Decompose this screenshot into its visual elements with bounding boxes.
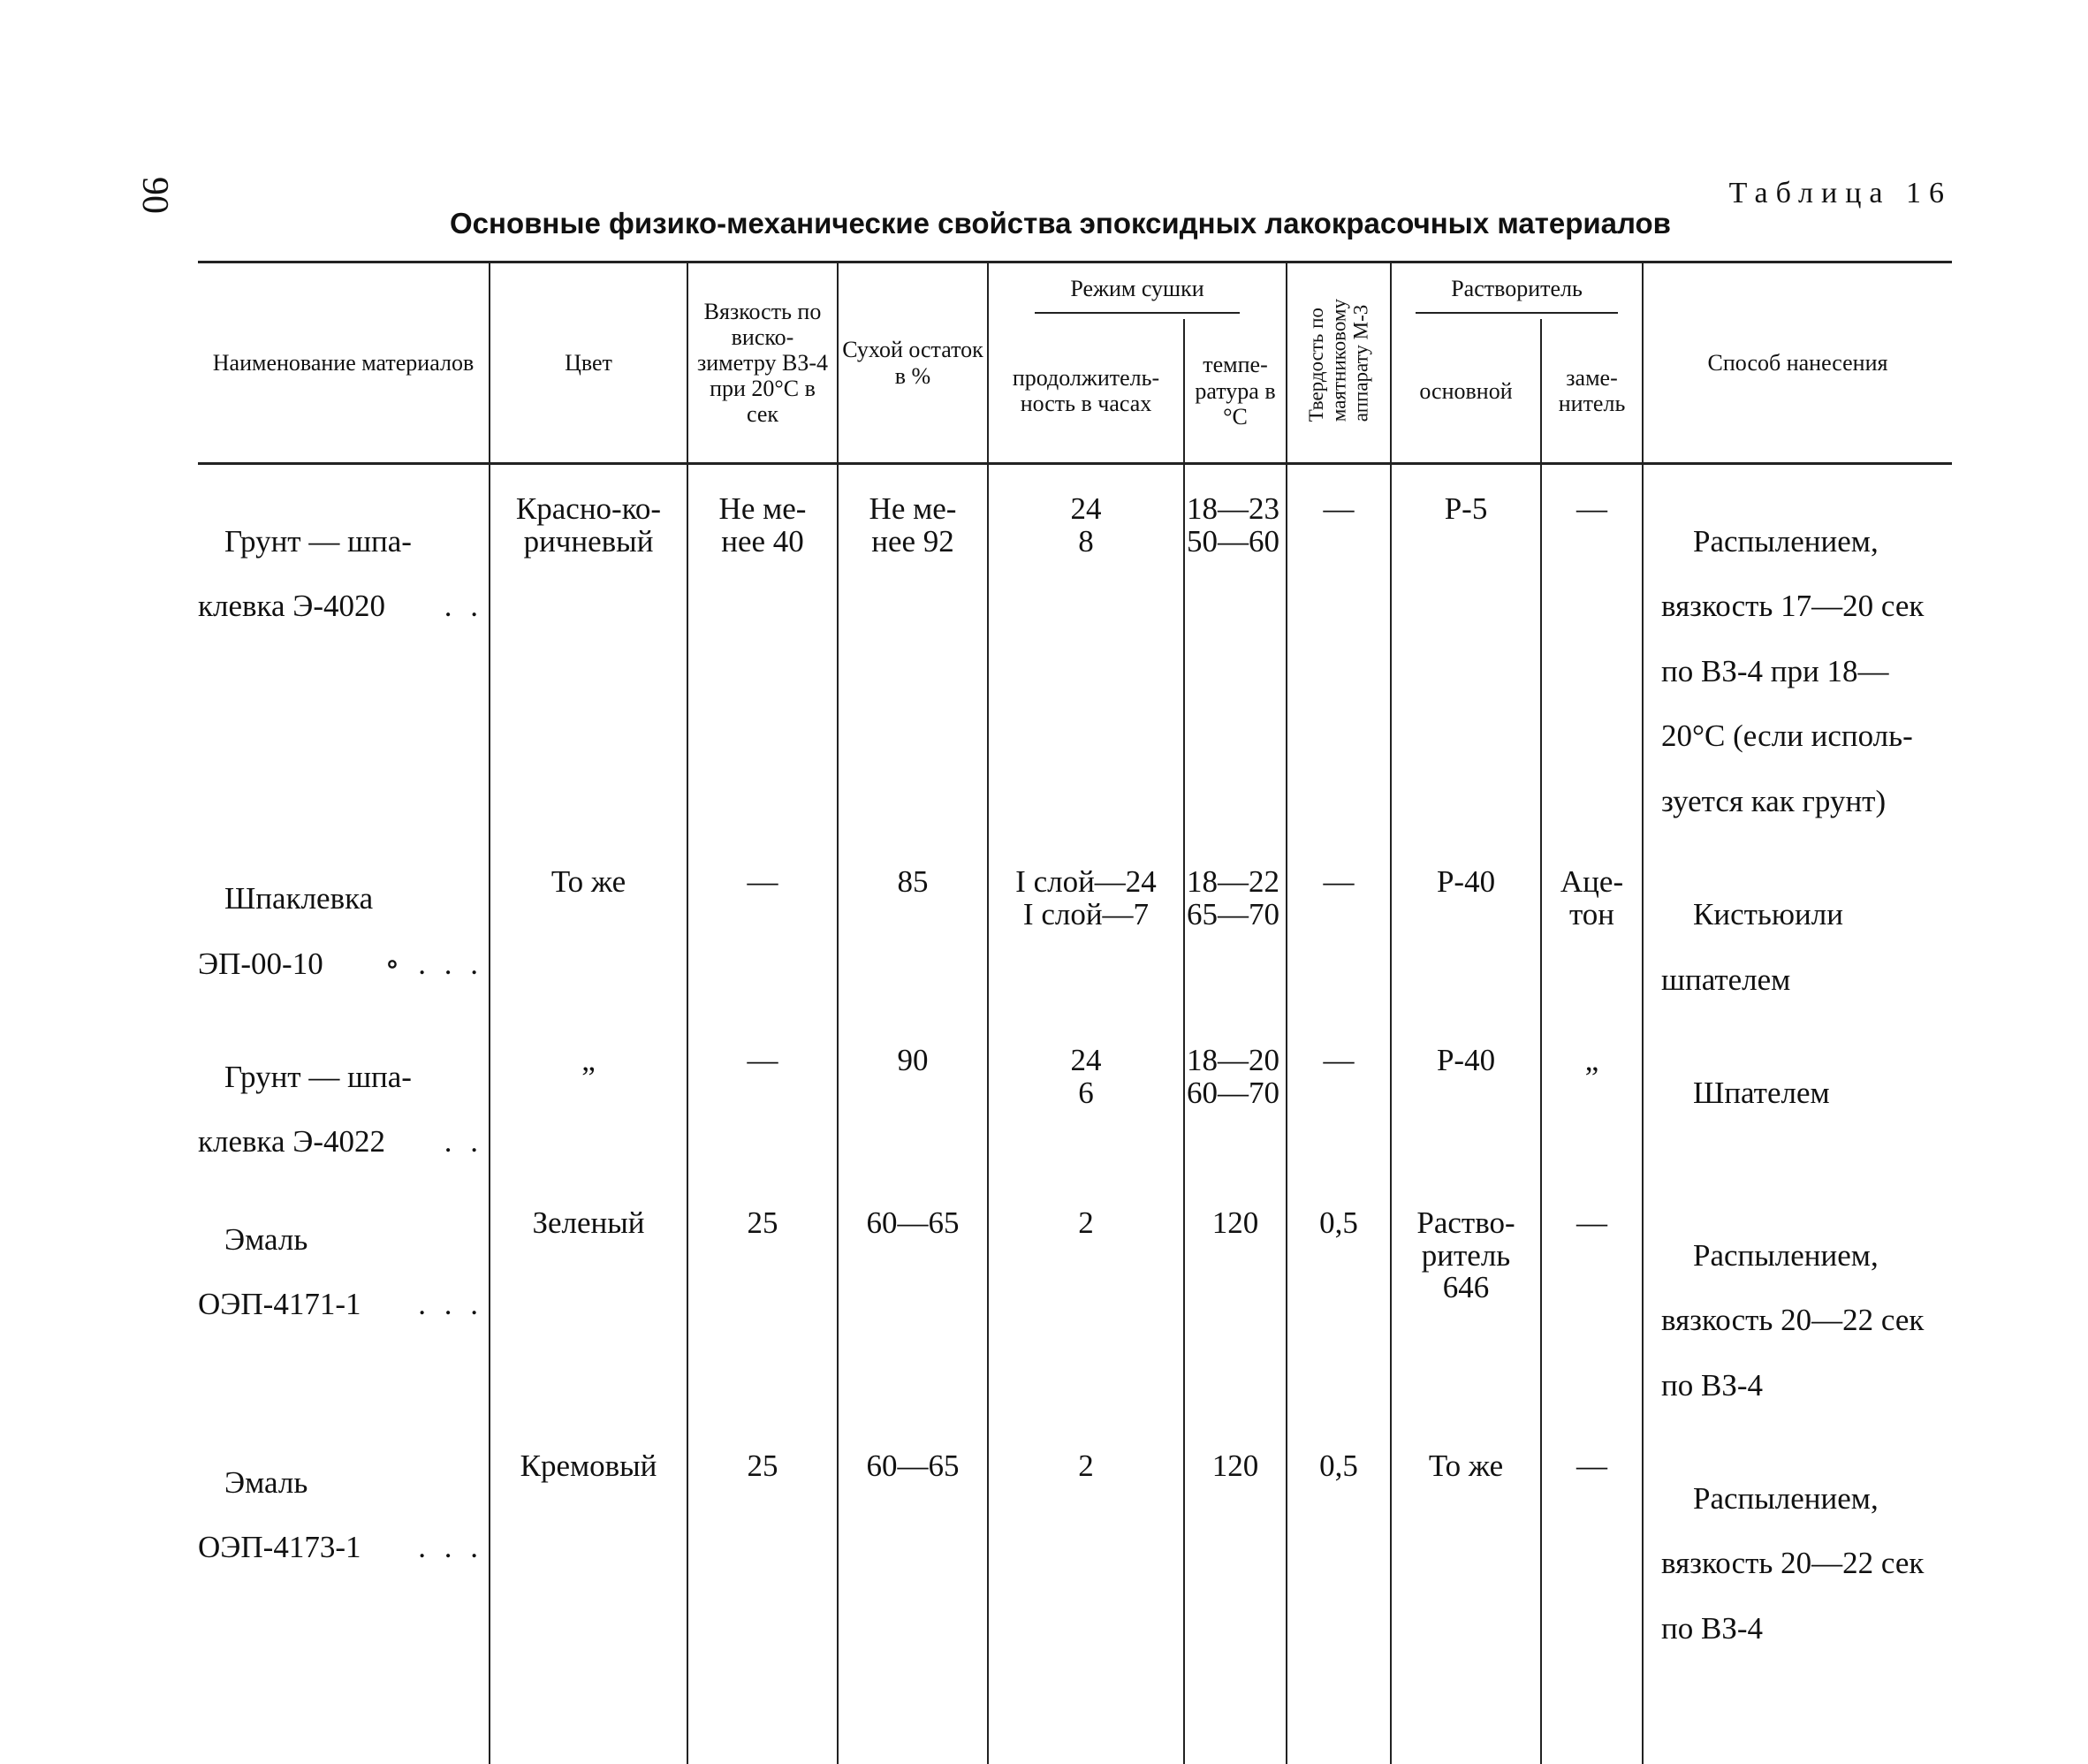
cell-name bbox=[198, 1434, 490, 1677]
method-line2: шпателем bbox=[1661, 962, 1791, 997]
header-solvent-label: Растворитель bbox=[1416, 276, 1618, 314]
cell-color: „ bbox=[490, 1029, 687, 1191]
table-row bbox=[198, 1029, 1952, 1191]
spacer-row bbox=[198, 464, 1952, 478]
method-line1 bbox=[1661, 899, 1947, 931]
name-line1: Грунт — шпа- bbox=[224, 523, 412, 559]
page-number: 90 bbox=[134, 177, 175, 214]
cell-temperature: 120 bbox=[1184, 1434, 1287, 1677]
method-line2: вязкость 20—22 сек bbox=[1661, 1546, 1925, 1581]
header-solvent bbox=[1391, 262, 1643, 320]
cell-temperature: 120 bbox=[1184, 1191, 1287, 1434]
cell-solvent-main: Р-5 bbox=[1391, 477, 1541, 850]
cell-name bbox=[198, 1029, 490, 1191]
name-line1: Шпаклевка bbox=[224, 881, 374, 916]
cell-viscosity: 25 bbox=[687, 1191, 838, 1434]
cell-temperature: 18—20 60—70 bbox=[1184, 1029, 1287, 1191]
name-dots: . . bbox=[444, 589, 483, 624]
cell-solvent-substitute: — bbox=[1541, 1434, 1643, 1677]
properties-table-container bbox=[198, 261, 1952, 1764]
method-line5: зуется как грунт) bbox=[1661, 783, 1887, 818]
cell-color: Красно-ко- ричневый bbox=[490, 477, 687, 850]
properties-table bbox=[198, 261, 1952, 1764]
cell-dry-residue: 60—65 bbox=[838, 1191, 988, 1434]
cell-dry-residue: 90 bbox=[838, 1029, 988, 1191]
name-line2: клевка Э-4020 bbox=[198, 589, 386, 624]
cell-hardness: — bbox=[1287, 850, 1391, 1029]
cell-color: Зеленый bbox=[490, 1191, 687, 1434]
cell-duration: 24 8 bbox=[988, 477, 1184, 850]
method-line3: по ВЗ-4 при 18— bbox=[1661, 653, 1889, 688]
cell-duration: 24 6 bbox=[988, 1029, 1184, 1191]
name-line1: Эмаль bbox=[224, 1221, 308, 1257]
name-dots: ∘ . . . bbox=[384, 946, 483, 981]
method-line1: Распылением, bbox=[1693, 523, 1879, 559]
name-line2: ЭП-00-10 bbox=[198, 946, 323, 981]
cell-viscosity: — bbox=[687, 1029, 838, 1191]
header-solvent-main: основной bbox=[1391, 319, 1541, 464]
header-solvent-substitute: заме-нитель bbox=[1541, 319, 1643, 464]
method-line1: Распылением, bbox=[1693, 1480, 1879, 1516]
cell-name bbox=[198, 1191, 490, 1434]
cell-temperature: 18—23 50—60 bbox=[1184, 477, 1287, 850]
cell-viscosity: 25 bbox=[687, 1434, 838, 1677]
cell-solvent-main: Раство- ритель 646 bbox=[1391, 1191, 1541, 1434]
method-line1-a: Кистью bbox=[1693, 897, 1796, 932]
header-method: Способ нанесения bbox=[1643, 262, 1952, 464]
name-line1: Эмаль bbox=[224, 1464, 308, 1500]
header-hardness-text bbox=[1305, 299, 1372, 422]
method-line2: вязкость 17—20 сек bbox=[1661, 589, 1925, 624]
name-line2: ОЭП-4173-1 bbox=[198, 1530, 361, 1565]
cell-color: Кремовый bbox=[490, 1434, 687, 1677]
cell-solvent-substitute: — bbox=[1541, 477, 1643, 850]
cell-hardness: 0,5 bbox=[1287, 1434, 1391, 1677]
cell-viscosity: Не ме- нее 40 bbox=[687, 477, 838, 850]
cell-duration: 2 bbox=[988, 1191, 1184, 1434]
cell-solvent-main: То же bbox=[1391, 1434, 1541, 1677]
table-title: Основные физико-механические свойства эпоксидных лакокрасочных материалов bbox=[450, 207, 1671, 240]
header-drying-mode-label: Режим сушки bbox=[1035, 276, 1239, 314]
cell-name bbox=[198, 477, 490, 850]
method-line1-b: или bbox=[1795, 897, 1843, 932]
header-name: Наименование материалов bbox=[198, 262, 490, 464]
cell-viscosity: — bbox=[687, 850, 838, 1029]
table-row bbox=[198, 1434, 1952, 1677]
cell-color: То же bbox=[490, 850, 687, 1029]
table-row bbox=[198, 850, 1952, 1029]
cell-duration: I слой—24 I слой—7 bbox=[988, 850, 1184, 1029]
cell-solvent-substitute: „ bbox=[1541, 1029, 1643, 1191]
cell-method bbox=[1643, 1434, 1952, 1677]
header-temperature: темпе-ратура в °С bbox=[1184, 319, 1287, 464]
header-viscosity: Вязкость по виско-зиметру ВЗ-4 при 20°С в сек bbox=[687, 262, 838, 464]
table-label: Таблица 16 bbox=[1728, 177, 1952, 209]
cell-method bbox=[1643, 850, 1952, 1029]
filler-row bbox=[198, 1677, 1952, 1764]
table-body bbox=[198, 464, 1952, 1764]
method-line3: по ВЗ-4 bbox=[1661, 1367, 1764, 1403]
name-line2: клевка Э-4022 bbox=[198, 1124, 386, 1160]
method-line4: 20°С (если исполь- bbox=[1661, 719, 1913, 754]
cell-name bbox=[198, 850, 490, 1029]
cell-temperature: 18—22 65—70 bbox=[1184, 850, 1287, 1029]
name-dots: . . . bbox=[418, 1530, 483, 1565]
cell-solvent-main: Р-40 bbox=[1391, 1029, 1541, 1191]
cell-solvent-substitute: — bbox=[1541, 1191, 1643, 1434]
cell-solvent-main: Р-40 bbox=[1391, 850, 1541, 1029]
method-line1: Распылением, bbox=[1693, 1237, 1879, 1273]
header-hardness bbox=[1287, 262, 1391, 464]
table-header bbox=[198, 262, 1952, 464]
cell-method bbox=[1643, 1191, 1952, 1434]
cell-hardness: — bbox=[1287, 1029, 1391, 1191]
cell-dry-residue: 85 bbox=[838, 850, 988, 1029]
cell-hardness: — bbox=[1287, 477, 1391, 850]
method-line1: Шпателем bbox=[1693, 1075, 1830, 1110]
header-hardness-line3: аппарату М-3 bbox=[1349, 304, 1372, 422]
cell-dry-residue: 60—65 bbox=[838, 1434, 988, 1677]
header-hardness-line2: маятниковому bbox=[1327, 298, 1350, 422]
header-hardness-line1: Твердость по bbox=[1305, 307, 1328, 422]
cell-hardness: 0,5 bbox=[1287, 1191, 1391, 1434]
header-color: Цвет bbox=[490, 262, 687, 464]
name-line1: Грунт — шпа- bbox=[224, 1059, 412, 1094]
cell-dry-residue: Не ме- нее 92 bbox=[838, 477, 988, 850]
method-line2: вязкость 20—22 сек bbox=[1661, 1303, 1925, 1338]
cell-solvent-substitute: Аце- тон bbox=[1541, 850, 1643, 1029]
name-dots: . . bbox=[444, 1124, 483, 1160]
header-drying-mode bbox=[988, 262, 1287, 320]
name-dots: . . . bbox=[418, 1287, 483, 1322]
table-row bbox=[198, 1191, 1952, 1434]
header-duration: продолжитель-ность в часах bbox=[988, 319, 1184, 464]
table-row bbox=[198, 477, 1952, 850]
cell-method bbox=[1643, 477, 1952, 850]
method-line3: по ВЗ-4 bbox=[1661, 1610, 1764, 1646]
cell-duration: 2 bbox=[988, 1434, 1184, 1677]
header-dry-residue: Сухой остаток в % bbox=[838, 262, 988, 464]
name-line2: ОЭП-4171-1 bbox=[198, 1287, 361, 1322]
cell-method bbox=[1643, 1029, 1952, 1191]
